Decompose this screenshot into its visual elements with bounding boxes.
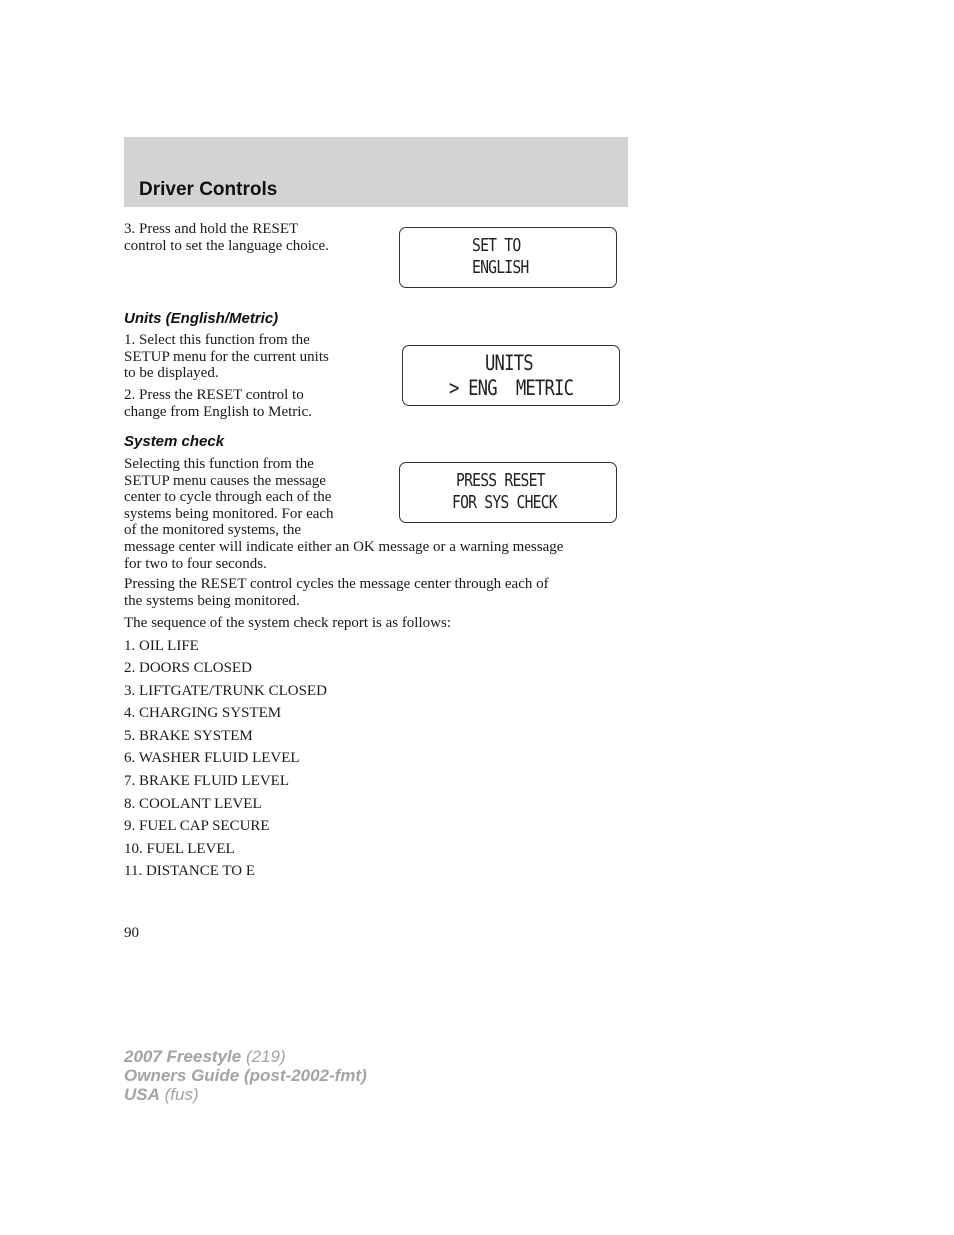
footer-model-code: (219) — [245, 1047, 286, 1066]
text-line: SETUP menu causes the message — [124, 472, 326, 489]
text-line: Pressing the RESET control cycles the message center through each of — [124, 576, 549, 592]
system-check-heading: System check — [124, 433, 225, 450]
text-line: 3. Press and hold the RESET — [124, 221, 299, 237]
page-number: 90 — [124, 925, 139, 941]
text-line: the systems being monitored. — [124, 592, 300, 609]
text-line: for two to four seconds. — [124, 555, 267, 572]
lcd-display-press-reset — [399, 462, 617, 523]
footer-market: USA — [124, 1085, 160, 1104]
units-heading: Units (English/Metric) — [124, 310, 279, 327]
system-check-paragraph-2 — [124, 576, 549, 609]
lcd-display-units — [402, 345, 620, 406]
units-paragraph-1 — [124, 332, 329, 382]
text-line: systems being monitored. For each — [124, 505, 334, 522]
lcd-line-1: SET TO — [472, 235, 521, 256]
lcd-line-2: > ENG METRIC — [449, 376, 574, 400]
system-check-paragraph-3: The sequence of the system check report is as follows: — [124, 615, 451, 631]
list-item: 1. OIL LIFE — [124, 638, 199, 654]
list-item: 7. BRAKE FLUID LEVEL — [124, 773, 289, 789]
list-item: 4. CHARGING SYSTEM — [124, 705, 282, 721]
text-line: 1. Select this function from the — [124, 332, 310, 348]
text-line: 2. Press the RESET control to — [124, 387, 304, 403]
list-item: 8. COOLANT LEVEL — [124, 796, 262, 812]
lcd-line-1: UNITS — [485, 351, 533, 375]
text-line: Selecting this function from the — [124, 456, 314, 472]
units-paragraph-2 — [124, 387, 312, 420]
list-item: 10. FUEL LEVEL — [124, 841, 235, 857]
text-line: to be displayed. — [124, 365, 219, 382]
document-footer — [124, 1047, 367, 1104]
text-line: of the monitored systems, the — [124, 522, 302, 539]
section-title: Driver Controls — [139, 179, 278, 200]
lcd-display-set-to-english — [399, 227, 617, 288]
text-line: control to set the language choice. — [124, 237, 329, 254]
text-line: center to cycle through each of the — [124, 489, 332, 506]
step-3-text — [124, 221, 329, 254]
list-item: 6. WASHER FLUID LEVEL — [124, 750, 300, 766]
list-item: 9. FUEL CAP SECURE — [124, 818, 270, 834]
text-line: change from English to Metric. — [124, 403, 312, 420]
list-item: 5. BRAKE SYSTEM — [124, 728, 253, 744]
list-item: 2. DOORS CLOSED — [124, 660, 252, 676]
footer-market-code: (fus) — [164, 1085, 199, 1104]
footer-guide: Owners Guide (post-2002-fmt) — [124, 1066, 367, 1085]
list-item: 3. LIFTGATE/TRUNK CLOSED — [124, 683, 327, 699]
text-line: message center will indicate either an OK message or a warning message — [124, 538, 564, 555]
lcd-line-1: PRESS RESET — [456, 470, 545, 491]
footer-model: 2007 Freestyle — [124, 1047, 242, 1066]
section-header-band — [124, 137, 628, 207]
lcd-line-2: ENGLISH — [472, 257, 529, 278]
text-line: SETUP menu for the current units — [124, 348, 329, 365]
lcd-line-2: FOR SYS CHECK — [452, 492, 557, 513]
list-item: 11. DISTANCE TO E — [124, 863, 256, 879]
